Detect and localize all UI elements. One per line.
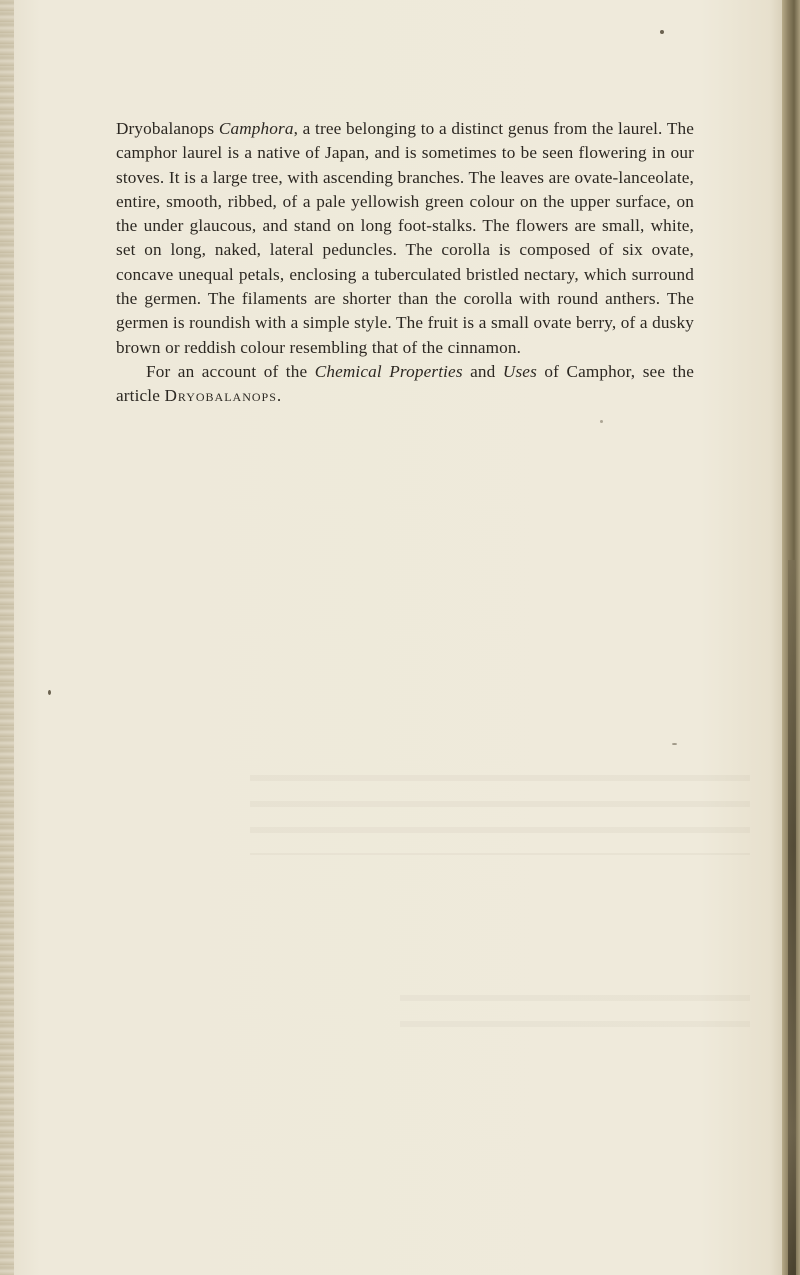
text-run-italic: Chemical Properties [314, 361, 463, 381]
text-run: Dryobalanops [116, 119, 219, 138]
text-run-smallcaps: Dryobalanops [164, 386, 277, 406]
text-run: and [462, 361, 503, 381]
page-right-edge-shadow [788, 560, 796, 1275]
paper-speck [672, 743, 677, 745]
bleed-through-text [400, 985, 750, 1035]
paper-speck [600, 420, 603, 423]
paragraph [116, 117, 694, 360]
text-run-italic: Uses [502, 361, 537, 381]
bleed-through-text [250, 765, 750, 855]
paper-speck [660, 30, 664, 34]
paragraph [116, 360, 694, 409]
page-gutter-edge [0, 0, 14, 1275]
text-run: . [276, 386, 282, 406]
paper-speck [48, 690, 51, 695]
text-run: of Camphor, see the article [116, 361, 695, 406]
body-text [116, 117, 694, 409]
text-run-italic: Camphora [218, 119, 294, 138]
text-run: , a tree belonging to a distinct genus from the laurel. The camphor laurel is a native of Japan, and is sometimes to be seen flowering in our stoves. It is a large tree, with ascending branches. The leaves are ovate-lanceolate, entire, smooth, ribbed, of a pale yellowish green colour on the upper surface, on the under glaucous, and stand on long foot-stalks. The flowers are small, white, set on long, naked, lateral peduncles. The corolla is composed of six ovate, concave unequal petals, enclosing a tuberculated bristled nectary, which surround the germen. The filaments are shorter than the corolla with round anthers. The germen is roundish with a simple style. The fruit is a small ovate berry, of a dusky brown or reddish colour resembling that of the cinnamon. [116, 119, 694, 357]
text-run: For an account of the [146, 361, 315, 381]
